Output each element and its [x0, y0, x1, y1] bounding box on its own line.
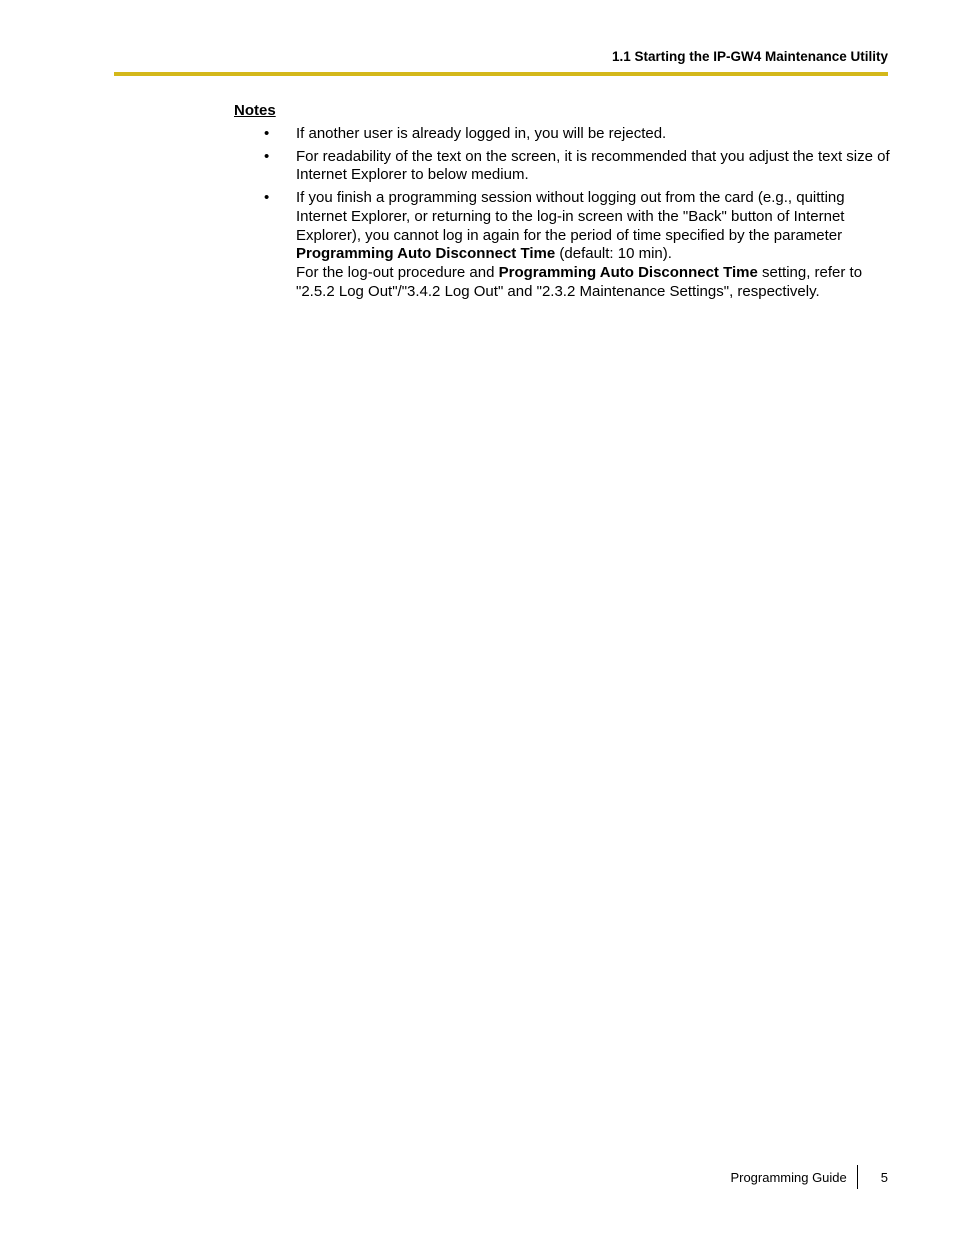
page-footer [730, 1164, 888, 1190]
note-text: (default: 10 min). [555, 245, 672, 263]
footer-divider [857, 1165, 858, 1189]
note-item-readability [234, 148, 894, 185]
page-number: 5 [880, 1169, 888, 1185]
parameter-name: Programming Auto Disconnect Time [498, 263, 758, 281]
note-text: setting, refer to "2.5.2 Log Out"/"3.4.2 Log Out" and "2.3.2 Maintenance Settings", respectively. [296, 263, 863, 300]
note-item-already-logged-in [234, 125, 894, 144]
note-text: If you finish a programming session without logging out from the card (e.g., quitting Internet Explorer, or returning to the log-in screen with the "Back" button of Internet Explorer), you cannot log in again for the period of time specified by the parameter [296, 189, 845, 244]
header-rule [114, 72, 888, 76]
bullet-icon: • [264, 125, 270, 142]
notes-title: Notes [234, 102, 276, 119]
parameter-name: Programming Auto Disconnect Time [296, 245, 556, 263]
notes-section [234, 101, 894, 305]
note-item-auto-disconnect [234, 189, 894, 301]
note-text: If another user is already logged in, you will be rejected. [296, 125, 667, 142]
bullet-icon: • [264, 189, 270, 207]
note-text: For readability of the text on the screen, it is recommended that you adjust the text size of Internet Explorer to below medium. [296, 147, 890, 184]
note-paragraph [296, 264, 894, 301]
footer-guide-name: Programming Guide [730, 1169, 847, 1185]
page-header-section-title: 1.1 Starting the IP-GW4 Maintenance Utility [611, 49, 888, 64]
bullet-icon: • [264, 147, 270, 165]
note-text: For the log-out procedure and [296, 263, 499, 281]
notes-list [234, 125, 894, 301]
note-paragraph [296, 189, 894, 264]
